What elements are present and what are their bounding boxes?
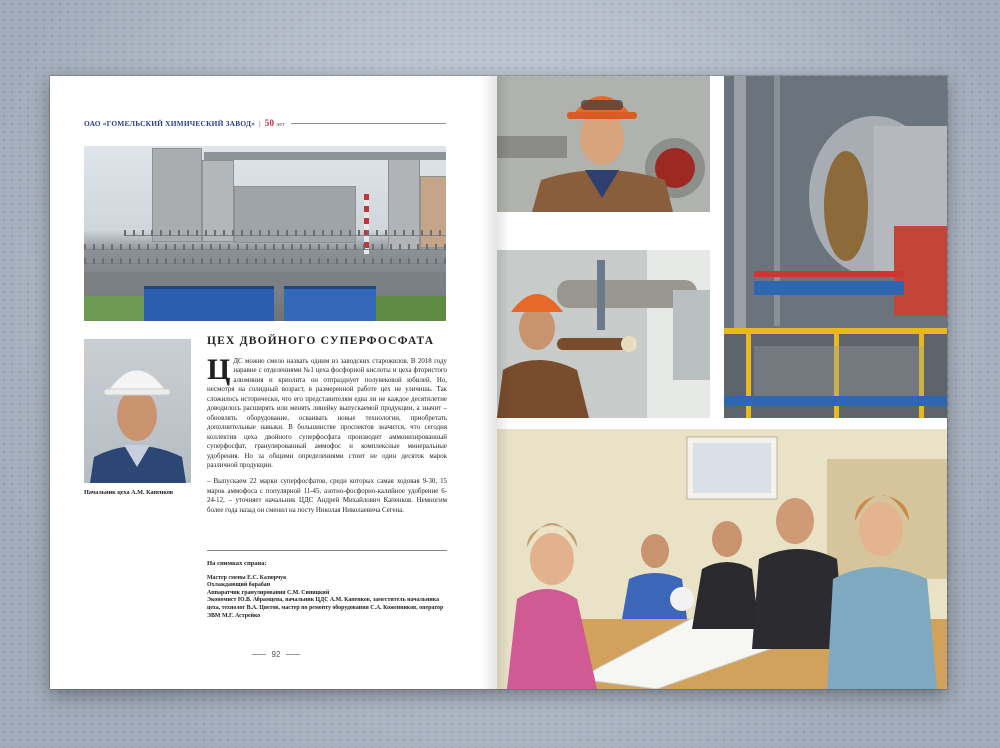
team-meeting-photo bbox=[497, 429, 947, 689]
caption-line: Охлаждающий барабан bbox=[207, 582, 271, 589]
portrait-illustration bbox=[84, 339, 191, 483]
machine-illustration bbox=[724, 76, 947, 418]
team-illustration bbox=[497, 429, 947, 689]
left-page bbox=[50, 76, 497, 689]
page-number: 92 bbox=[236, 650, 316, 659]
header-rule bbox=[291, 123, 446, 124]
caption-line: Аппаратчик гранулирования С.М. Синицкий bbox=[207, 589, 330, 596]
cooling-drum-photo bbox=[497, 250, 710, 418]
drop-cap: Ц bbox=[207, 353, 231, 386]
captions-divider bbox=[207, 550, 447, 551]
granulation-machine-photo bbox=[724, 76, 947, 418]
article-title: ЦЕХ ДВОЙНОГО СУПЕРФОСФАТА bbox=[207, 335, 435, 347]
right-page bbox=[497, 76, 947, 689]
header-separator: | bbox=[259, 118, 261, 128]
article-body bbox=[207, 353, 447, 515]
magazine-spread bbox=[50, 76, 947, 689]
running-header bbox=[84, 116, 446, 130]
caption-line: Мастер смены Е.С. Казюрчук bbox=[207, 574, 287, 581]
captions-heading: На снимках справа: bbox=[207, 560, 267, 567]
portrait-caption: Начальник цеха А.М. Капенков bbox=[84, 489, 174, 496]
anniversary-years: 50 лет bbox=[264, 118, 286, 128]
article-paragraph-2: – Выпускаем 22 марки суперфосфатов, среди которых самая ходовая 9-30, 15 марок аммофоса с популярной 11-45, азотно-фосфорно-калийное удобрение 6-24-12, – уточняет начальник ЦДС Андрей Михайлович Капенков. Немногим более года назад он сменил на посту Николая Николаевича Сегена. bbox=[207, 478, 447, 514]
plant-exterior-photo bbox=[84, 146, 446, 321]
caption-line: Экономист Ю.В. Абрамцева, начальник ЦДС А.М. Капенков, заместитель начальника цеха, технолог В.А. Цветов, мастер по ремонту оборудования С.А. Коженников, оператор ЭВМ М.Г. Астрейко bbox=[207, 597, 444, 619]
company-name: ОАО «ГОМЕЛЬСКИЙ ХИМИЧЕСКИЙ ЗАВОД» bbox=[84, 118, 256, 128]
foreman-illustration bbox=[497, 76, 710, 212]
photo-captions bbox=[207, 560, 447, 620]
shift-foreman-photo bbox=[497, 76, 710, 212]
shop-chief-portrait bbox=[84, 339, 191, 483]
operator-illustration bbox=[497, 250, 710, 418]
article-paragraph-1: ЦДС можно смело назвать одним из заводских старожилов. В 2018 году наравне с отделениями №1 цеха фосфорной кислоты и цеха фтористого алюминия и криолита он отпразднует полувековой юбилей. Но, несмотря на солидный возраст, в размеренной работе цех не уличишь. Так сложилось исторически, что его представителям едва ли не каждое десятилетие доводилось расширять или менять линейку выпускаемой продукции, а значит – обновлять оборудование, осваивать новые технологии, приобретать дополнительные навыки. В большинстве проспектов значится, что сегодня коллектив цеха двойного суперфосфата производит аммонизированный суперфосфат, гранулированный аммофос и комплексные минеральные удобрения. Но за общими определениями стоит не один десяток марок различной продукции. bbox=[207, 353, 447, 469]
